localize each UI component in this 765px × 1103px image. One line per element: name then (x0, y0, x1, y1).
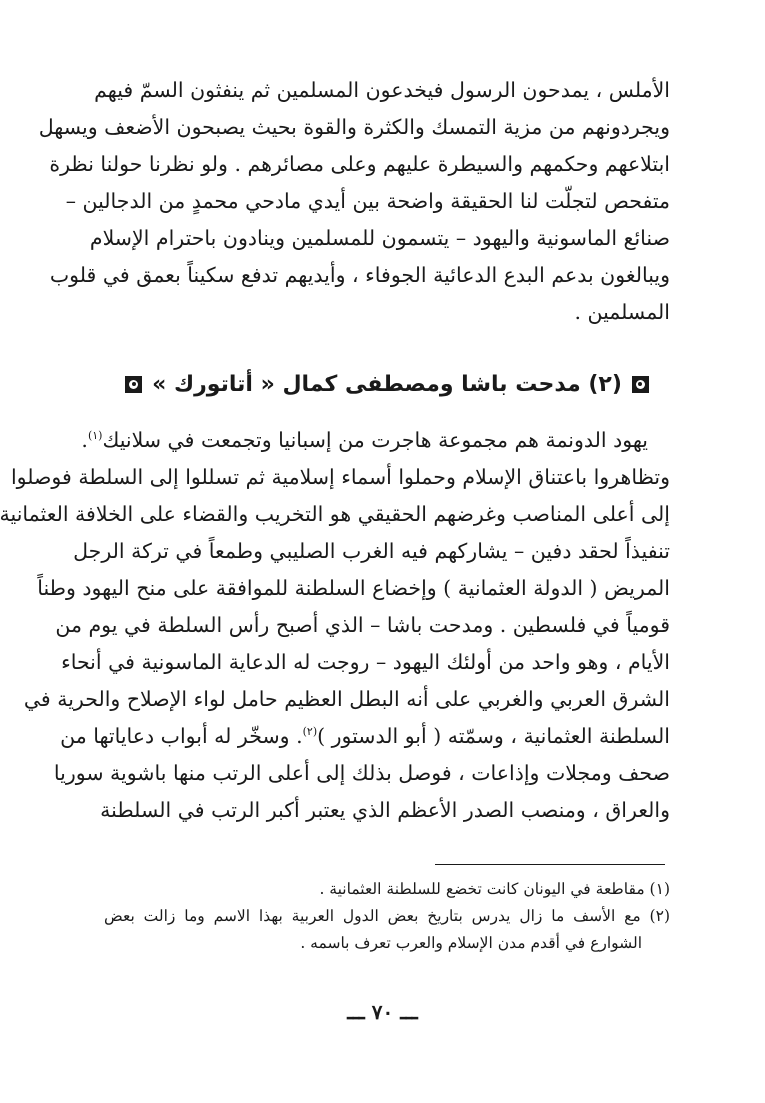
paragraph-1-line: صنائع الماسونية واليهود – يتسمون للمسلمين وينادون باحترام الإسلام (89, 226, 670, 250)
paragraph-2-line: إلى أعلى المناصب وغرضهم الحقيقي هو التخريب والقضاء على الخلافة العثمانية (0, 502, 670, 526)
paragraph-2-line: الأيام ، وهو واحد من أولئك اليهود – روجت له الدعاية الماسونية في أنحاء (61, 650, 670, 674)
paragraph-2-line: الشرق العربي والغربي على أنه البطل العظيم حامل لواء الإصلاح والحرية في (23, 687, 670, 711)
footnotes (104, 876, 670, 957)
paragraph-2-line-text: . (81, 428, 88, 452)
paragraph-1-line: ابتلاعهم وحكمهم والسيطرة عليهم وعلى مصائرهم . ولو نظرنا حولنا نظرة (49, 152, 670, 176)
footnote-separator (435, 864, 665, 865)
paragraph-1-line: ويجردونهم من مزية التمسك والكثرة والقوة بحيث يصبحون الأضعف ويسهل (38, 115, 670, 139)
footnote-ref-1: (١) (87, 429, 103, 443)
paragraph-1-line: المسلمين . (574, 300, 670, 324)
paragraph-2-line: والعراق ، ومنصب الصدر الأعظم الذي يعتبر أكبر الرتب في السلطنة (100, 798, 670, 822)
ornament-icon (125, 376, 142, 393)
paragraph-2-line: صحف ومجلات وإذاعات ، فوصل بذلك إلى أعلى الرتب منها باشوية سوريا (53, 761, 670, 785)
paragraph-1-line: الأملس ، يمدحون الرسول فيخدعون المسلمين ثم ينفثون السمّ فيهم (94, 78, 670, 102)
footnote-ref-2: (٢) (302, 725, 318, 739)
paragraph-2-line: وتظاهروا باعتناق الإسلام وحملوا أسماء إسلامية ثم تسللوا إلى السلطة فوصلوا (10, 465, 670, 489)
paragraph-2-line: تنفيذاً لحقد دفين – يشاركهم فيه الغرب الصليبي وطمعاً في تركة الرجل (73, 539, 670, 563)
paragraph-1-line: متفحص لتجلّت لنا الحقيقة واضحة بين أيدي مادحي محمدٍ من الدجالين – (65, 189, 670, 213)
footnote-1: (١) مقاطعة في اليونان كانت تخضع للسلطنة العثمانية . (319, 880, 670, 898)
paragraph-2-line: قومياً في فلسطين . ومدحت باشا – الذي أصبح رأس السلطة في يوم من (55, 613, 670, 637)
paragraph-2-line-text: السلطنة العثمانية ، وسمّته ( أبو الدستور ) (317, 724, 670, 748)
section-heading (104, 364, 670, 404)
paragraph-2-line (81, 422, 670, 459)
footnote-2-continuation: الشوارع في أقدم مدن الإسلام والعرب تعرف باسمه . (300, 934, 642, 952)
paragraph-2 (0, 422, 670, 829)
paragraph-1 (38, 72, 670, 331)
paragraph-2-line: المريض ( الدولة العثمانية ) وإخضاع السلطنة للموافقة على منح اليهود وطناً (37, 576, 670, 600)
ornament-icon (632, 376, 649, 393)
paragraph-2-line-text: . وسخّر له أبواب دعاياتها من (60, 724, 303, 748)
paragraph-1-line: ويبالغون بدعم البدع الدعائية الجوفاء ، وأيديهم تدفع سكيناً بعمق في قلوب (49, 263, 670, 287)
paragraph-2-line (60, 718, 670, 755)
section-heading-text: (٢) مدحت باشا ومصطفى كمال « أتاتورك » (152, 371, 622, 397)
footnote-2: (٢) مع الأسف ما زال يدرس بتاريخ بعض الدول العربية بهذا الاسم وما زالت بعض (104, 907, 670, 925)
page-number: ـــ ٧٠ ـــ (347, 1000, 418, 1024)
paragraph-2-line-text: يهود الدونمة هم مجموعة هاجرت من إسبانيا وتجمعت في سلانيك (102, 428, 648, 452)
